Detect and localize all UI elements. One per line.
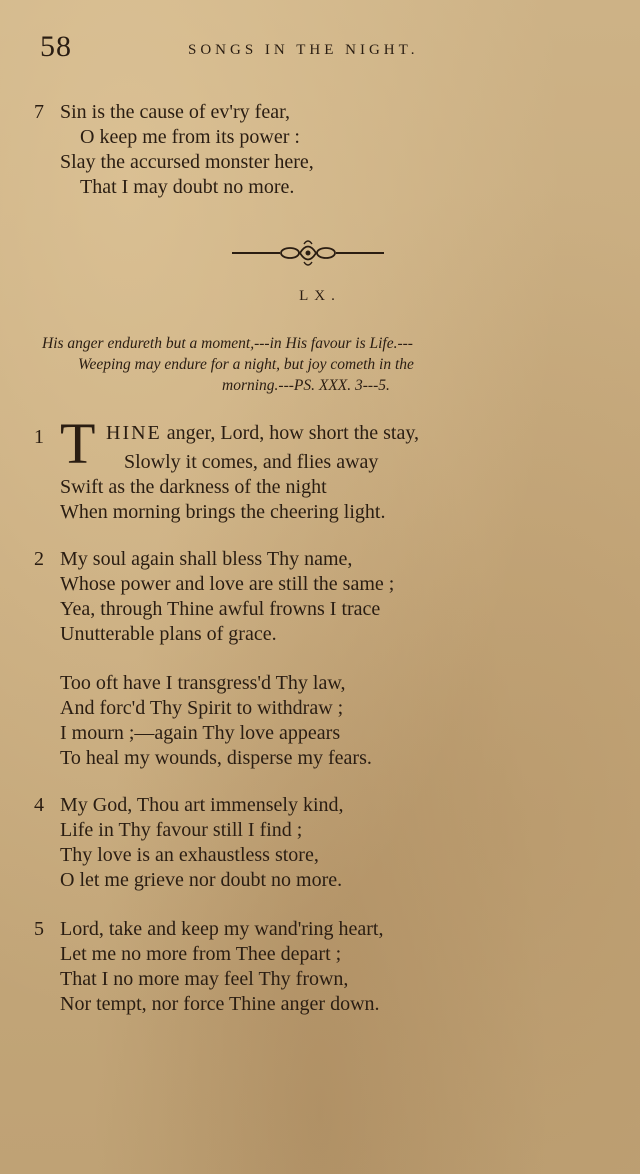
verse-line: O keep me from its power : [80, 126, 300, 148]
epigraph-line: His anger endureth but a moment,---in His favour is Life.--- [42, 335, 413, 352]
verse-line: That I no more may feel Thy frown, [60, 968, 349, 990]
verse-line-first [106, 421, 419, 446]
verse-line: Thy love is an exhaustless store, [60, 844, 319, 866]
verse-line: And forc'd Thy Spirit to withdraw ; [60, 697, 344, 719]
verse-line: Swift as the darkness of the night [60, 476, 327, 498]
verse-line: Life in Thy favour still I find ; [60, 819, 303, 841]
verse-line: O let me grieve nor doubt no more. [60, 869, 343, 891]
stanza-number: 1 [34, 426, 44, 448]
page-header [40, 30, 600, 70]
first-word-small-caps: HINE [106, 422, 162, 444]
stanza-1 [60, 450, 580, 525]
verse-line: My God, Thou art immensely kind, [60, 794, 344, 816]
stanza-4 [34, 793, 580, 893]
verse-line: Sin is the cause of ev'ry fear, [60, 101, 290, 123]
verse-line: Whose power and love are still the same ; [60, 573, 395, 595]
stanza-3 [60, 671, 580, 771]
hymn-number: LX. [299, 288, 341, 304]
stanza-2 [34, 547, 580, 647]
verse-line: Too oft have I transgress'd Thy law, [60, 672, 346, 694]
verse-line: Unutterable plans of grace. [60, 623, 277, 645]
verse-line: I mourn ;—again Thy love appears [60, 722, 341, 744]
prev-hymn-stanza-7 [34, 100, 580, 200]
verse-line: My soul again shall bless Thy name, [60, 548, 353, 570]
verse-line: To heal my wounds, disperse my fears. [60, 747, 372, 769]
first-line-text: anger, Lord, how short the stay, [161, 422, 420, 444]
verse-line: Yea, through Thine awful frowns I trace [60, 598, 381, 620]
page-number: 58 [40, 30, 72, 63]
drop-cap-letter: T [60, 411, 96, 476]
epigraph-line: morning.---PS. XXX. 3---5. [222, 377, 390, 394]
verse-line: When morning brings the cheering light. [60, 501, 386, 523]
running-title: SONGS IN THE NIGHT. [188, 42, 419, 58]
verse-line: Slay the accursed monster here, [60, 151, 314, 173]
stanza-5 [34, 917, 580, 1017]
verse-line: Nor tempt, nor force Thine anger down. [60, 993, 380, 1015]
stanza-number: 7 [34, 101, 44, 123]
stanza-number: 2 [34, 548, 44, 570]
verse-line: That I may doubt no more. [80, 176, 295, 198]
verse-line: Lord, take and keep my wand'ring heart, [60, 918, 384, 940]
ornament-divider-icon [228, 238, 388, 268]
verse-line: Let me no more from Thee depart ; [60, 943, 342, 965]
epigraph-line: Weeping may endure for a night, but joy cometh in the [78, 356, 414, 373]
verse-line: Slowly it comes, and flies away [124, 451, 379, 473]
stanza-number: 5 [34, 918, 44, 940]
stanza-number: 4 [34, 794, 44, 816]
scripture-epigraph [42, 333, 562, 396]
